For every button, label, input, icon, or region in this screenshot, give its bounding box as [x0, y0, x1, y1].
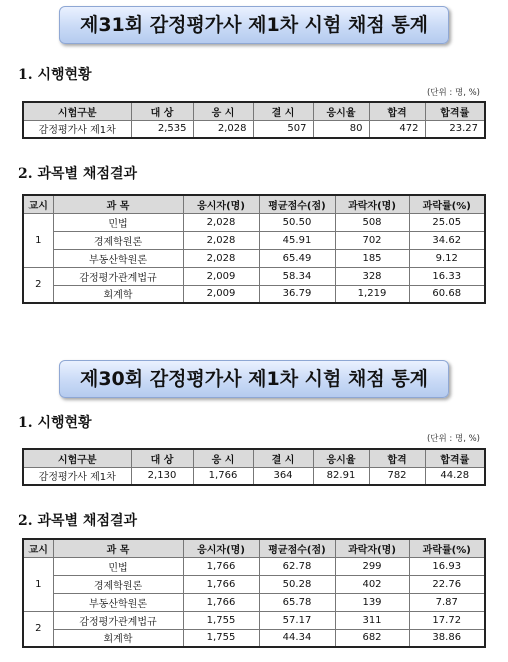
table-cell: 57.17 — [259, 611, 335, 629]
table-cell: 82.91 — [313, 467, 369, 485]
table-cell: 36.79 — [259, 285, 335, 303]
results-table — [22, 194, 486, 304]
header-cell: 교시 — [23, 195, 53, 213]
header-cell: 대 상 — [131, 102, 193, 120]
table-cell: 1,766 — [193, 467, 253, 485]
table-cell: 34.62 — [409, 231, 485, 249]
table-cell: 508 — [335, 213, 409, 231]
table-cell: 44.28 — [425, 467, 485, 485]
table-cell: 2,009 — [183, 267, 259, 285]
table-cell: 2,028 — [183, 249, 259, 267]
header-cell: 과락자(명) — [335, 195, 409, 213]
header-cell: 응시율 — [313, 102, 369, 120]
table-cell: 702 — [335, 231, 409, 249]
table-cell: 185 — [335, 249, 409, 267]
table-cell: 65.78 — [259, 593, 335, 611]
header-cell: 합격 — [369, 449, 425, 467]
table-cell: 80 — [313, 120, 369, 138]
status-table — [22, 448, 486, 486]
header-cell: 과 목 — [53, 195, 183, 213]
subject-cell: 회계학 — [53, 285, 183, 303]
table-row — [23, 611, 485, 629]
table-row — [23, 213, 485, 231]
table-cell: 65.49 — [259, 249, 335, 267]
table-cell: 364 — [253, 467, 313, 485]
subject-cell: 경제학원론 — [53, 231, 183, 249]
table-header-row — [23, 102, 485, 120]
header-cell: 결 시 — [253, 449, 313, 467]
table-cell: 62.78 — [259, 557, 335, 575]
table-row — [23, 267, 485, 285]
table-cell: 16.33 — [409, 267, 485, 285]
table-cell: 2,028 — [183, 231, 259, 249]
table-cell: 감정평가사 제1차 — [23, 120, 131, 138]
table-cell: 2,028 — [183, 213, 259, 231]
subject-cell: 부동산학원론 — [53, 593, 183, 611]
section-title: 제31회 감정평가사 제1차 시험 채점 통계 — [59, 6, 449, 44]
header-cell: 과 목 — [53, 539, 183, 557]
table-cell: 2,130 — [131, 467, 193, 485]
table-cell: 2,535 — [131, 120, 193, 138]
table-cell: 328 — [335, 267, 409, 285]
table-cell: 507 — [253, 120, 313, 138]
header-cell: 결 시 — [253, 102, 313, 120]
header-cell: 과락자(명) — [335, 539, 409, 557]
table-cell: 311 — [335, 611, 409, 629]
subject-cell: 민법 — [53, 557, 183, 575]
unit-label: (단위 : 명, %) — [426, 434, 480, 444]
table-cell: 감정평가사 제1차 — [23, 467, 131, 485]
table-cell: 60.68 — [409, 285, 485, 303]
header-cell: 응시자(명) — [183, 539, 259, 557]
subject-cell: 회계학 — [53, 629, 183, 647]
subject-cell: 부동산학원론 — [53, 249, 183, 267]
table-cell: 299 — [335, 557, 409, 575]
header-cell: 시험구분 — [23, 449, 131, 467]
period-cell: 1 — [23, 557, 53, 611]
header-cell: 과락률(%) — [409, 195, 485, 213]
period-cell: 1 — [23, 213, 53, 267]
unit-label: (단위 : 명, %) — [426, 88, 480, 98]
table-cell: 38.86 — [409, 629, 485, 647]
header-cell: 합격률 — [425, 102, 485, 120]
table-cell: 25.05 — [409, 213, 485, 231]
table-cell: 1,755 — [183, 629, 259, 647]
table-cell: 50.28 — [259, 575, 335, 593]
table-row — [23, 629, 485, 647]
table-cell: 45.91 — [259, 231, 335, 249]
section-title: 제30회 감정평가사 제1차 시험 채점 통계 — [59, 360, 449, 398]
header-cell: 평균점수(점) — [259, 195, 335, 213]
table-cell: 2,028 — [193, 120, 253, 138]
table-header-row — [23, 449, 485, 467]
table-row — [23, 120, 485, 138]
table-cell: 782 — [369, 467, 425, 485]
header-cell: 응 시 — [193, 102, 253, 120]
table-cell: 1,755 — [183, 611, 259, 629]
table-row — [23, 467, 485, 485]
table-cell: 1,219 — [335, 285, 409, 303]
table-cell: 139 — [335, 593, 409, 611]
header-cell: 응시자(명) — [183, 195, 259, 213]
header-cell: 평균점수(점) — [259, 539, 335, 557]
status-heading: 1. 시행현황 — [18, 67, 92, 83]
table-cell: 682 — [335, 629, 409, 647]
period-cell: 2 — [23, 611, 53, 647]
subject-cell: 민법 — [53, 213, 183, 231]
table-cell: 22.76 — [409, 575, 485, 593]
table-header-row — [23, 539, 485, 557]
table-cell: 2,009 — [183, 285, 259, 303]
subject-cell: 감정평가관계법규 — [53, 611, 183, 629]
table-cell: 23.27 — [425, 120, 485, 138]
header-cell: 응시율 — [313, 449, 369, 467]
table-row — [23, 285, 485, 303]
results-heading: 2. 과목별 채점결과 — [18, 513, 138, 529]
table-header-row — [23, 195, 485, 213]
table-cell: 402 — [335, 575, 409, 593]
status-heading: 1. 시행현황 — [18, 415, 92, 431]
results-table — [22, 538, 486, 648]
table-cell: 58.34 — [259, 267, 335, 285]
header-cell: 시험구분 — [23, 102, 131, 120]
table-row — [23, 557, 485, 575]
header-cell: 대 상 — [131, 449, 193, 467]
table-cell: 472 — [369, 120, 425, 138]
table-cell: 16.93 — [409, 557, 485, 575]
table-cell: 9.12 — [409, 249, 485, 267]
table-row — [23, 249, 485, 267]
table-cell: 17.72 — [409, 611, 485, 629]
table-cell: 1,766 — [183, 575, 259, 593]
table-cell: 1,766 — [183, 557, 259, 575]
subject-cell: 감정평가관계법규 — [53, 267, 183, 285]
header-cell: 합격 — [369, 102, 425, 120]
table-row — [23, 593, 485, 611]
table-cell: 50.50 — [259, 213, 335, 231]
header-cell: 응 시 — [193, 449, 253, 467]
header-cell: 교시 — [23, 539, 53, 557]
table-row — [23, 575, 485, 593]
status-table — [22, 101, 486, 139]
table-cell: 44.34 — [259, 629, 335, 647]
period-cell: 2 — [23, 267, 53, 303]
results-heading: 2. 과목별 채점결과 — [18, 166, 138, 182]
header-cell: 과락률(%) — [409, 539, 485, 557]
table-row — [23, 231, 485, 249]
subject-cell: 경제학원론 — [53, 575, 183, 593]
table-cell: 1,766 — [183, 593, 259, 611]
header-cell: 합격률 — [425, 449, 485, 467]
table-cell: 7.87 — [409, 593, 485, 611]
